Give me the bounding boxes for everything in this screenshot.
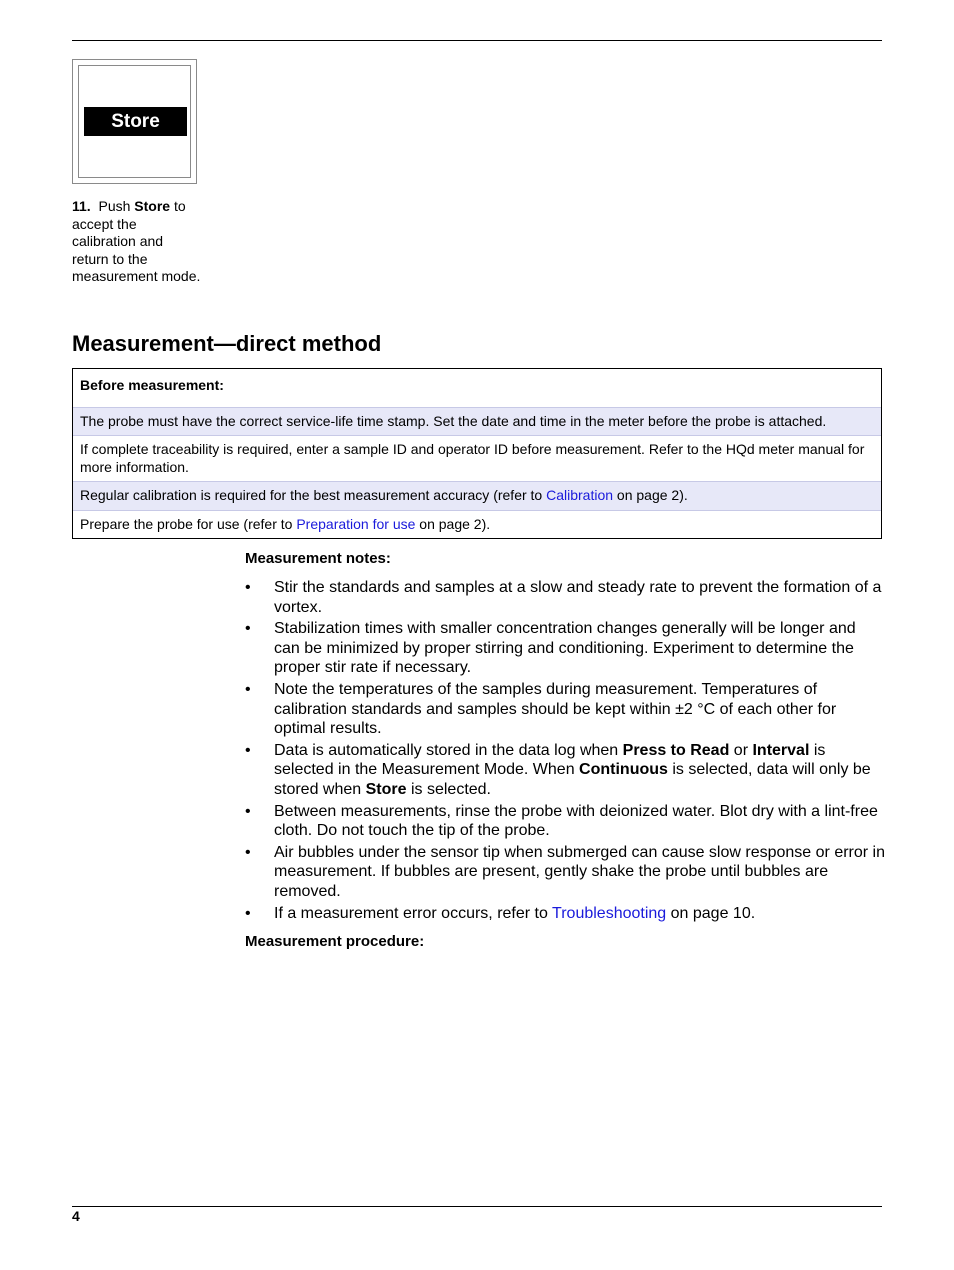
store-term: Store	[365, 780, 407, 798]
interval-term: Interval	[752, 741, 810, 759]
bullet: •	[245, 579, 251, 596]
step-number: 11.	[72, 198, 91, 214]
meter-screen-illustration	[72, 59, 197, 184]
note-fragment: is selected in the Measurement Mode. When	[274, 741, 826, 779]
list-item	[245, 904, 885, 924]
preparation-link[interactable]: Preparation for use	[296, 515, 416, 532]
table-row: If complete traceability is required, enter a sample ID and operator ID before measurement. Refer to the HQd meter manual for more information.	[73, 435, 881, 481]
note-fragment: Data is automatically stored in the data log when	[274, 741, 623, 759]
note-text	[274, 742, 871, 798]
note-fragment: is selected, data will only be stored when	[274, 761, 871, 798]
bullet: •	[245, 680, 251, 698]
footer-rule	[72, 1206, 882, 1207]
table-heading: Before measurement:	[80, 377, 224, 393]
note-text: Stabilization times with smaller concentration changes generally will be longer and can be minimized by proper stirring and conditioning. Experiment to determine the proper stir rate if necessary.	[274, 620, 856, 677]
note-text: Between measurements, rinse the probe with deionized water. Blot dry with a lint-free cloth. Do not touch the tip of the probe.	[274, 802, 878, 840]
table-row	[73, 510, 881, 539]
table-row	[73, 481, 881, 510]
troubleshooting-link[interactable]: Troubleshooting	[552, 904, 667, 922]
procedure-heading: Measurement procedure:	[245, 933, 425, 950]
note-fragment: on page 10.	[666, 904, 756, 922]
note-fragment: is selected.	[406, 780, 491, 798]
page-number: 4	[72, 1208, 80, 1224]
list-item	[245, 843, 885, 902]
note-text: Air bubbles under the sensor tip when submerged can cause slow response or error in measurement. If bubbles are present, gently shake the probe until bubbles are removed.	[274, 843, 885, 900]
list-item	[245, 802, 885, 841]
note-fragment: or	[729, 741, 753, 759]
note-text	[274, 905, 755, 922]
bullet: •	[245, 904, 251, 922]
list-item	[245, 680, 885, 739]
bullet: •	[245, 741, 251, 759]
section-title: Measurement—direct method	[72, 331, 382, 356]
store-softkey: Store	[84, 107, 187, 136]
step-11	[72, 198, 202, 286]
bullet: •	[245, 802, 251, 820]
header-rule	[72, 40, 882, 41]
before-measurement-table	[72, 368, 882, 539]
step-store-key: Store	[134, 198, 171, 214]
step-text-pre: Push	[98, 198, 135, 214]
bullet: •	[245, 620, 251, 638]
list-item	[245, 741, 885, 800]
calibration-link[interactable]: Calibration	[546, 487, 614, 503]
step-text-post: to accept the calibration and return to the measurement mode.	[72, 198, 201, 285]
press-to-read-term: Press to Read	[622, 741, 730, 759]
row-text-post: on page 2).	[415, 515, 491, 532]
continuous-term: Continuous	[579, 761, 668, 779]
list-item	[245, 578, 885, 617]
table-row: The probe must have the correct service-life time stamp. Set the date and time in the meter before the probe is attached.	[73, 407, 881, 436]
row-text-pre: Prepare the probe for use (refer to	[80, 515, 297, 532]
notes-heading: Measurement notes:	[245, 550, 391, 567]
notes-list	[245, 578, 885, 925]
note-text: Note the temperatures of the samples during measurement. Temperatures of calibration standards and samples should be kept within ±2 °C of each other for optimal results.	[274, 680, 837, 738]
note-text: Stir the standards and samples at a slow and steady rate to prevent the formation of a vortex.	[274, 579, 882, 616]
list-item	[245, 619, 885, 678]
meter-screen-inner	[78, 65, 191, 178]
row-text-post: on page 2).	[613, 487, 688, 503]
row-text-pre: Regular calibration is required for the best measurement accuracy (refer to	[80, 487, 547, 503]
note-fragment: If a measurement error occurs, refer to	[274, 904, 553, 922]
bullet: •	[245, 843, 251, 861]
